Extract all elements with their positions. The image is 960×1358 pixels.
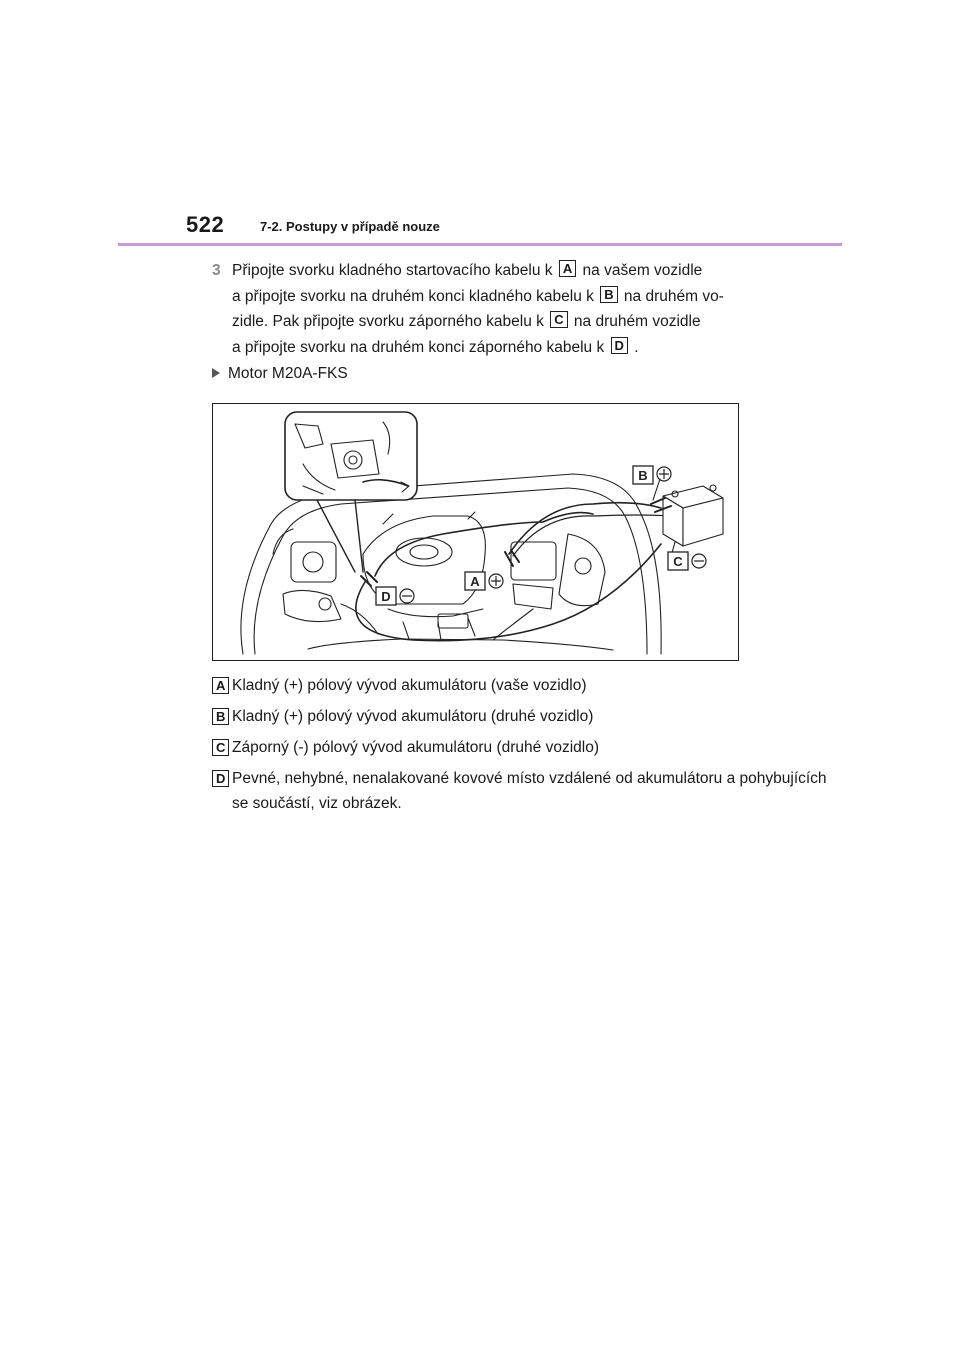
section-title: 7-2. Postupy v případě nouze [260,219,440,234]
step-line3-post: na druhém vozidle [573,313,701,330]
step-line2-pre: a připojte svorku na druhém konci kladného kabelu k [232,287,594,305]
step-line1-post: na vašem vozidle [582,262,703,279]
legend-item-c [212,735,832,760]
plus-symbol-icon [489,574,503,588]
legend-text-b: Kladný (+) pólový vývod akumulátoru (druhé vozidlo) [232,708,594,725]
label-box-b: B [600,286,617,303]
legend-label-a: A [212,677,229,694]
callout-d: D [381,589,391,604]
minus-symbol-icon [400,589,414,603]
engine-subheading-text: Motor M20A-FKS [228,365,348,382]
minus-symbol-icon [692,554,706,568]
legend-item-a [212,673,832,698]
step-line4-pre: a připojte svorku na druhém konci záporného kabelu k [232,338,605,356]
step-3 [212,258,832,360]
legend-item-b [212,704,832,729]
legend-text-d: Pevné, nehybné, nenalakované kovové místo vzdálené od akumulátoru a pohybujících se součástí, viz obrázek. [232,770,827,812]
triangle-bullet-icon [212,368,220,378]
engine-bay-illustration [212,403,739,661]
legend [212,673,832,822]
callout-a: A [470,574,480,589]
plus-symbol-icon [657,467,671,481]
callout-c: C [673,554,683,569]
engine-bay-drawing [213,404,739,661]
legend-label-c: C [212,739,229,756]
header-rule [118,243,842,246]
page-number: 522 [186,212,225,237]
label-box-a: A [559,260,576,277]
label-box-c: C [550,311,567,328]
step-text [232,258,832,360]
step-line3-pre: zidle. Pak připojte svorku záporného kabelu k [232,313,544,330]
legend-text-a: Kladný (+) pólový vývod akumulátoru (vaše vozidlo) [232,677,587,694]
legend-label-d: D [212,770,229,787]
label-box-d: D [611,337,628,354]
step-line1-pre: Připojte svorku kladného startovacího kabelu k [232,262,553,279]
step-number: 3 [212,262,221,279]
engine-subheading [212,365,348,383]
legend-label-b: B [212,708,229,725]
step-line2-post: na druhém vo- [623,287,724,305]
callout-b: B [638,468,648,483]
step-line4-post: . [634,338,639,356]
legend-item-d [212,766,832,816]
legend-text-c: Záporný (-) pólový vývod akumulátoru (druhé vozidlo) [232,739,599,756]
